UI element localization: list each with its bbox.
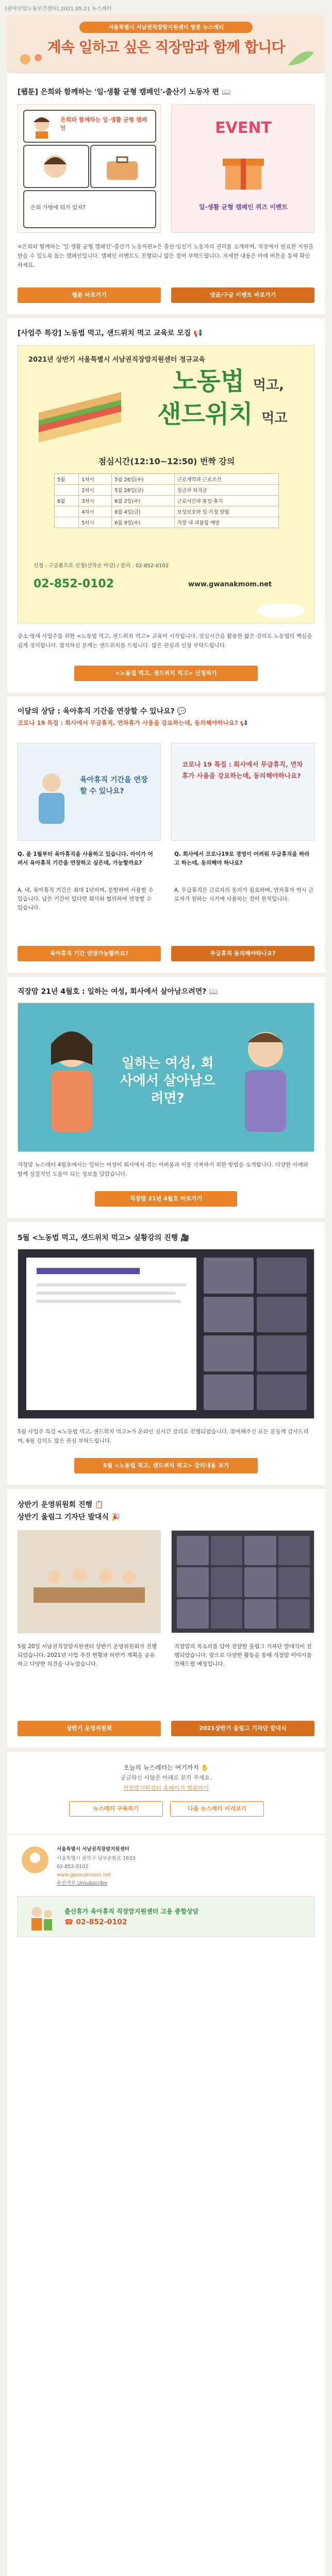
live-button[interactable]: 5월 <노동법 먹고, 샌드위치 먹고> 강의내용 보기	[74, 1458, 258, 1473]
video-tile	[177, 1599, 209, 1629]
schedule-cell: 5월	[55, 474, 79, 485]
magazine-banner-text: 일하는 여성, 회사에서 살아남으려면?	[120, 1056, 215, 1106]
video-tile	[211, 1599, 243, 1629]
schedule-row	[55, 474, 279, 485]
video-tile	[177, 1536, 209, 1565]
banner-big-1	[173, 366, 284, 400]
slide-line	[37, 1292, 176, 1295]
cloud-icon	[255, 598, 307, 619]
schedule-cell: 6월 9일(수)	[112, 517, 174, 528]
mother-icon	[28, 769, 75, 826]
meeting-icon	[18, 1531, 160, 1633]
video-tile	[211, 1567, 243, 1597]
magazine-desc: 직장맘 뉴스레터 4월호에서는 일하는 여성이 회사에서 겪는 어려움과 이를 극복하기 위한 방법을 소개합니다. 다양한 사례와 함께 실질적인 도움이 되는 정보를 담았습니다.	[18, 1162, 308, 1177]
schedule-cell: 임금과 퇴직금	[174, 485, 278, 496]
schedule-cell: 2차시	[79, 485, 112, 496]
video-tile	[204, 1375, 254, 1411]
section-divider	[7, 314, 325, 318]
magazine-button[interactable]: 직장맘 21년 4월호 바로가기	[95, 1191, 237, 1207]
section-title-webtoon: [웹툰] 은희와 함께하는 '일·생활 균형 캠페인'-출산기 노동자 편 📖	[18, 88, 231, 96]
section-divider	[7, 1748, 325, 1752]
comic-bottom-caption: 은희 가방에 뭐가 있지?	[30, 205, 86, 211]
closing-line-1: 오늘의 뉴스레터는 여기까지 ✋	[123, 1764, 209, 1771]
banner-big-1-word: 노동법	[173, 367, 245, 396]
schedule-cell: 6월	[55, 496, 79, 506]
footer-org: 서울특별시 서남권직장맘지원센터	[57, 1846, 129, 1852]
sandwich-icon	[34, 371, 126, 444]
schedule-row	[55, 506, 279, 517]
video-tile	[244, 1567, 276, 1597]
hero-title: 계속 일하고 싶은 직장맘과 함께 합니다	[47, 39, 285, 56]
webtoon-image[interactable]	[18, 104, 161, 233]
section-divider	[7, 973, 325, 977]
event-title: EVENT	[215, 119, 272, 137]
reporters-photo[interactable]	[171, 1530, 314, 1633]
counsel-q-right: Q. 회사에서 코로나19로 경영이 어려워 무급휴직을 하라고 하는데, 동의해야 하나요?	[174, 851, 310, 866]
schedule-row	[55, 517, 279, 528]
banner-big-2	[157, 399, 287, 433]
schedule-cell	[55, 517, 79, 528]
section-title-reporters: 상반기 울림그 기자단 발대식 🎉	[18, 1513, 121, 1521]
schedule-cell: 근로계약과 근로조건	[174, 474, 278, 485]
counsel-q-left: Q. 올 1월부터 육아휴직을 사용하고 있습니다. 아이가 어려서 육아휴직 기간을 연장하고 싶은데, 가능할까요?	[18, 851, 153, 866]
section-title-committee: 상반기 운영위원회 진행 📋	[18, 1501, 104, 1509]
video-tile	[204, 1258, 254, 1294]
committee-desc: 5월 20일 서남권직장맘지원센터 상반기 운영위원회가 진행되었습니다. 2021년 사업 추진 현황과 하반기 계획을 공유하고 다양한 의견을 나누었습니다.	[18, 1643, 157, 1667]
hero-badge: 서울특별시 서남권직장맘지원센터 방문 뉴스레터	[79, 22, 253, 33]
comic-caption: 은희와 함께하는 일·생활 균형 캠페인	[60, 116, 147, 131]
video-tile	[257, 1297, 307, 1333]
decoration-icon	[18, 52, 48, 67]
schedule-cell	[55, 506, 79, 517]
live-desc: 5월 사업주 특강 <노동법 먹고, 샌드위치 먹고>가 온라인 실시간 강의로 진행되었습니다. 참여해주신 모든 분들께 감사드리며, 6월 강의도 많은 관심 부탁드립니다.	[18, 1429, 309, 1444]
committee-button[interactable]: 상반기 운영위원회	[18, 1721, 161, 1736]
schedule-cell: 직장 내 괴롭힘 예방	[174, 517, 278, 528]
footer-site[interactable]: www.gwanakmom.net	[57, 1872, 111, 1878]
counsel-a-right: A. 무급휴직은 근로자의 동의가 필요하며, 연차휴가 역시 근로자가 원하는 시기에 사용하는 것이 원칙입니다.	[174, 887, 314, 902]
next-newsletter-button[interactable]: 다음 뉴스레터 미리보기	[170, 1801, 264, 1817]
hero-banner	[7, 15, 325, 73]
event-image[interactable]	[171, 104, 314, 233]
homepage-link[interactable]: 직장맘지원센터 홈페이지 방문하기	[123, 1785, 209, 1791]
comic-panel-1	[23, 145, 89, 188]
footer-banner	[18, 1896, 314, 1937]
participants-grid	[204, 1258, 307, 1410]
gift-icon	[220, 146, 267, 192]
counsel-card-left[interactable]	[18, 743, 161, 841]
footer-addr: 서울특별시 관악구 남부순환로 1633	[57, 1856, 136, 1861]
video-tile	[278, 1599, 310, 1629]
subscribe-button[interactable]: 뉴스레터 구독하기	[69, 1801, 163, 1817]
org-logo-icon	[20, 1844, 51, 1875]
footer-banner-phone: ☎ 02-852-0102	[64, 1918, 127, 1926]
webtoon-desc: <은희와 함께하는 '일·생활 균형 캠페인'-출산기 노동자편>은 출산·임신기 노동자의 권리를 소개하며, 직장에서 필요한 지원을 받을 수 있도록 돕는 캠페인입니다. 캠페인 이벤트도 진행되니 많은 참여 부탁드립니다. 자세한 내용은 아래 버튼을 통해 확인하세요.	[18, 244, 314, 268]
slide-line	[37, 1300, 181, 1303]
unsubscribe-link[interactable]: 수신거부 Unsubscribe	[57, 1880, 108, 1886]
comic-title-panel	[23, 110, 156, 143]
schedule-table	[54, 473, 279, 528]
reporters-grid	[177, 1536, 310, 1629]
banner-big-2-suffix: 먹고	[261, 411, 288, 426]
section-divider	[7, 1218, 325, 1222]
schedule-cell: 6월 2일(수)	[112, 496, 174, 506]
video-tile	[257, 1375, 307, 1411]
event-sub: 일·생활 균형 캠페인 퀴즈 이벤트	[199, 204, 288, 211]
committee-photo[interactable]	[18, 1530, 161, 1633]
schedule-cell	[55, 485, 79, 496]
woman-left-icon	[30, 1024, 113, 1137]
slide-line	[37, 1283, 186, 1286]
reporters-button[interactable]: 2021상반기 울림그 기자단 발대식	[171, 1721, 314, 1736]
mail-header: [관악산업노동보건센터] 2021.05.21 뉴스레터	[5, 6, 112, 12]
schedule-row	[55, 496, 279, 506]
family-icon	[26, 1902, 57, 1933]
footer-tel: 02-852-0102	[57, 1864, 89, 1870]
schedule-cell: 5차시	[79, 517, 112, 528]
video-tile	[204, 1335, 254, 1371]
lecture-desc: 중소·영세 사업주를 위한 <노동법 먹고, 샌드위치 먹고> 교육이 시작됩니다. 점심시간을 활용한 짧은 강의로 노동법의 핵심을 쉽게 정리합니다. 참석하신 분께는 샌드위치를 드립니다. 많은 관심과 신청 부탁드립니다.	[18, 633, 312, 649]
lecture-apply-button[interactable]: <노동법 먹고, 샌드위치 먹고> 신청하기	[74, 666, 258, 681]
video-tile	[244, 1599, 276, 1629]
banner-time: 점심시간(12:10~12:50) 번짝 강의	[98, 456, 235, 466]
video-tile	[257, 1335, 307, 1371]
slide-header-bar	[37, 1268, 140, 1274]
lecture-banner[interactable]	[18, 345, 314, 623]
comic-panel-2	[90, 145, 156, 188]
closing-line-2: 궁금하신 사항은 아래로 문의 주세요.	[120, 1774, 212, 1781]
comic-panel-3	[23, 190, 156, 228]
magazine-banner[interactable]	[18, 1003, 314, 1152]
counsel-a-left: A. 네, 육아휴직 기간은 최대 1년이며, 분할하여 사용할 수 있습니다. 남은 기간이 있다면 회사와 협의하여 연장할 수 있습니다.	[18, 887, 154, 911]
live-slide	[26, 1258, 196, 1410]
counsel-right-button[interactable]: 무급휴직 동의해야하나요?	[171, 946, 314, 961]
reporters-desc: 직장맘의 목소리를 담아 전달할 울림그 기자단 발대식이 진행되었습니다. 앞으로 다양한 활동을 통해 직장맘 이야기를 전해드릴 예정입니다.	[174, 1643, 312, 1667]
schedule-row	[55, 485, 279, 496]
section-title-live: 5월 <노동법 먹고, 샌드위치 먹고> 실황강의 진행 🎥	[18, 1234, 190, 1242]
newsletter-sheet	[7, 15, 325, 2576]
schedule-cell: 모성보호와 일·가정 양립	[174, 506, 278, 517]
woman-right-icon	[224, 1024, 307, 1137]
schedule-cell: 3차시	[79, 496, 112, 506]
schedule-cell: 5월 28일(금)	[112, 485, 174, 496]
banner-big-2-word: 샌드위치	[157, 400, 253, 429]
video-tile	[244, 1536, 276, 1565]
footer-banner-text: 출산휴가 육아휴직 직장맘지원센터 고용 종합상담	[64, 1908, 199, 1915]
video-tile	[278, 1536, 310, 1565]
webtoon-button[interactable]: 웹툰 바로가기	[18, 287, 161, 303]
section-divider	[7, 1485, 325, 1489]
banner-big-1-suffix: 먹고,	[253, 378, 284, 393]
counsel-card-right[interactable]	[171, 743, 314, 841]
character-icon	[29, 114, 54, 139]
counsel-left-button[interactable]: 육아휴직 기간 연장가능할까요?	[18, 946, 161, 961]
section-divider	[7, 692, 325, 697]
live-lecture-image[interactable]	[18, 1249, 314, 1419]
footer-divider	[7, 1834, 325, 1835]
video-tile	[177, 1567, 209, 1597]
banner-phone: 02-852-0102	[34, 578, 114, 590]
counsel-card-right-text: 코로나 19 특집 : 회사에서 무급휴직, 연차휴가 사용을 강요하는데, 동의해야하나요?	[182, 760, 303, 779]
schedule-cell: 1차시	[79, 474, 112, 485]
section-title-lecture: [사업주 특강] 노동법 먹고, 샌드위치 먹고 교육로 모집 📢	[18, 329, 203, 337]
banner-year: 2021년 상반기 서울특별시 서남권직장맘지원센터 정규교육	[28, 356, 206, 364]
schedule-cell: 6월 4일(금)	[112, 506, 174, 517]
banner-site: www.gwanakmom.net	[188, 581, 272, 588]
video-tile	[257, 1258, 307, 1294]
section-title-magazine: 직장맘 21년 4월호 : 일하는 여성, 회사에서 살아남으려면? 📖	[18, 988, 218, 996]
event-button[interactable]: 댓글/구글 이벤트 바로가기	[171, 287, 314, 303]
leaf-icon	[286, 47, 317, 68]
video-tile	[278, 1567, 310, 1597]
counsel-sub: 코로나 19 특집 : 회사에서 무급휴직, 연차휴가 사용을 강요하는데, 동의해야하나요? 📢	[18, 719, 247, 726]
section-title-counsel: 이달의 상담 : 육아휴직 기간을 연장할 수 있나요? 💬	[18, 707, 187, 716]
counsel-card-left-text: 육아휴직 기간을 연장할 수 있나요?	[80, 776, 148, 795]
schedule-cell: 4차시	[79, 506, 112, 517]
banner-note: 신청 : 구글폼으로 신청(선착순 마감) / 문의 : 02-852-0102	[34, 563, 169, 569]
video-tile	[204, 1297, 254, 1333]
video-tile	[211, 1536, 243, 1565]
schedule-cell: 근로시간과 휴일·휴가	[174, 496, 278, 506]
schedule-cell: 5월 26일(수)	[112, 474, 174, 485]
